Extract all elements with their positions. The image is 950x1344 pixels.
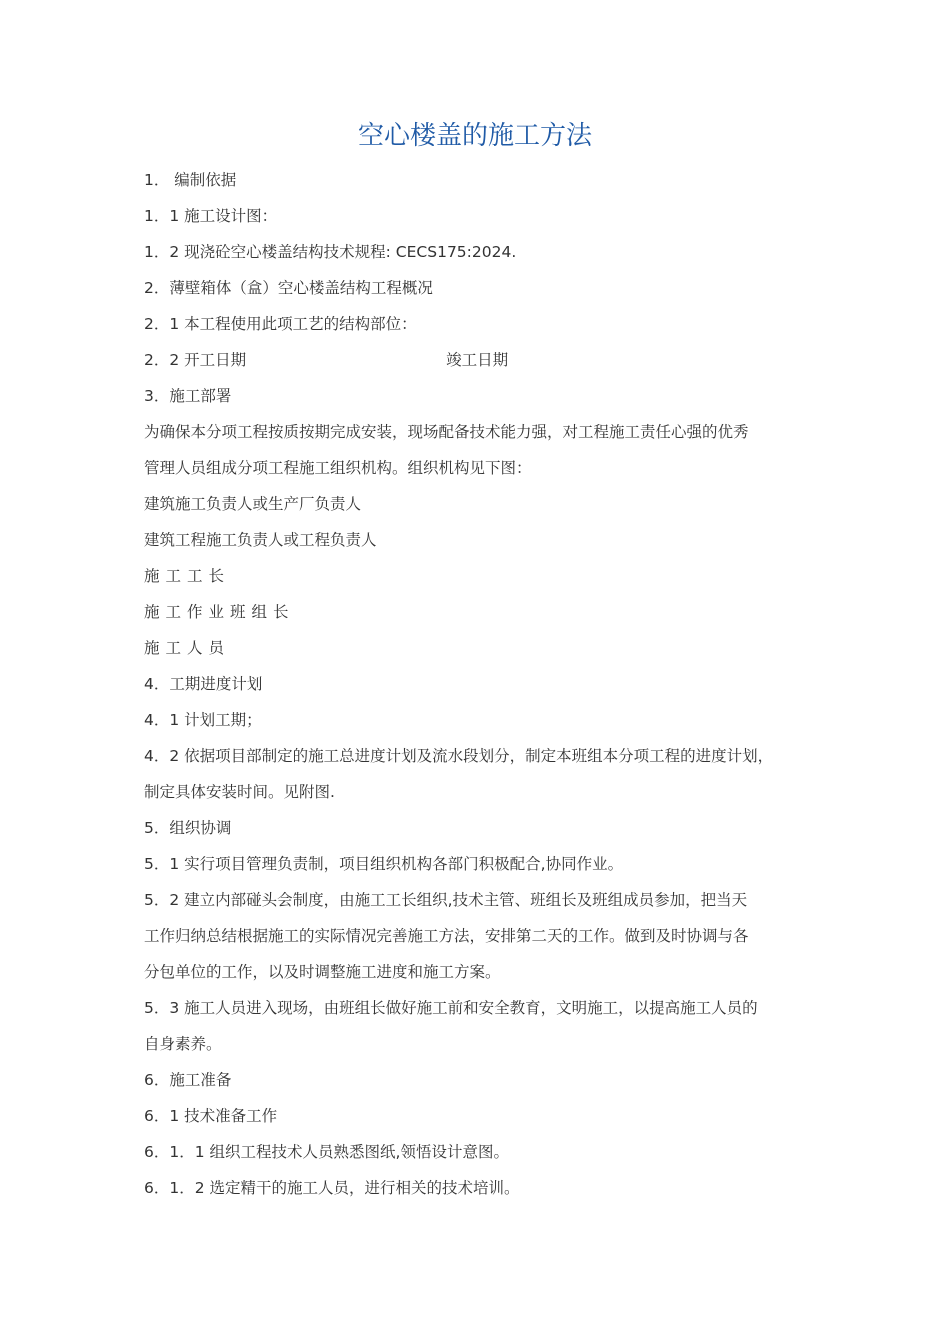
org-level-1: 建筑施工负责人或生产厂负责人 (144, 495, 362, 513)
heading-2: 2．薄壁箱体（盒）空心楼盖结构工程概况 (144, 279, 433, 297)
document-title: 空心楼盖的施工方法 (357, 121, 592, 151)
paragraph: 管理人员组成分项工程施工组织机构。组织机构见下图： (144, 459, 532, 477)
org-level-3: 施工工长 (144, 567, 231, 585)
paragraph: 6．1．1 组织工程技术人员熟悉图纸,领悟设计意图。 (144, 1143, 509, 1161)
heading-4: 4．工期进度计划 (144, 675, 263, 693)
paragraph: 5．1 实行项目管理负责制，项目组织机构各部门积极配合,协同作业。 (144, 855, 624, 873)
completion-date-label: 竣工日期 (446, 351, 509, 369)
paragraph: 制定具体安装时间。见附图. (144, 783, 335, 801)
org-level-2: 建筑工程施工负责人或工程负责人 (144, 531, 377, 549)
org-level-4: 施工作业班组长 (144, 603, 295, 621)
heading-1: 1． 编制依据 (144, 171, 237, 189)
paragraph: 1．2 现浇砼空心楼盖结构技术规程: CECS175:2024. (144, 243, 517, 261)
paragraph: 自身素养。 (144, 1035, 222, 1053)
paragraph: 6．1 技术准备工作 (144, 1107, 278, 1125)
paragraph: 为确保本分项工程按质按期完成安装，现场配备技术能力强，对工程施工责任心强的优秀 (144, 423, 749, 441)
heading-3: 3．施工部署 (144, 387, 232, 405)
org-level-5: 施工人员 (144, 639, 231, 657)
start-date-label: 2．2 开工日期 (144, 351, 247, 369)
paragraph: 1．1 施工设计图： (144, 207, 278, 225)
paragraph: 5．3 施工人员进入现场，由班组长做好施工前和安全教育，文明施工，以提高施工人员的 (144, 999, 758, 1017)
paragraph: 5．2 建立内部碰头会制度，由施工工长组织,技术主管、班组长及班组成员参加，把当天 (144, 891, 748, 909)
paragraph: 2．1 本工程使用此项工艺的结构部位： (144, 315, 417, 333)
dates-line (144, 342, 824, 378)
heading-6: 6．施工准备 (144, 1071, 232, 1089)
paragraph: 工作归纳总结根据施工的实际情况完善施工方法，安排第二天的工作。做到及时协调与各 (144, 927, 749, 945)
paragraph: 4．1 计划工期； (144, 711, 262, 729)
heading-5: 5．组织协调 (144, 819, 232, 837)
document-body (144, 162, 824, 1206)
paragraph: 分包单位的工作，以及时调整施工进度和施工方案。 (144, 963, 501, 981)
paragraph: 6．1．2 选定精干的施工人员，进行相关的技术培训。 (144, 1179, 520, 1197)
paragraph: 4．2 依据项目部制定的施工总进度计划及流水段划分，制定本班组本分项工程的进度计划， (144, 747, 774, 765)
